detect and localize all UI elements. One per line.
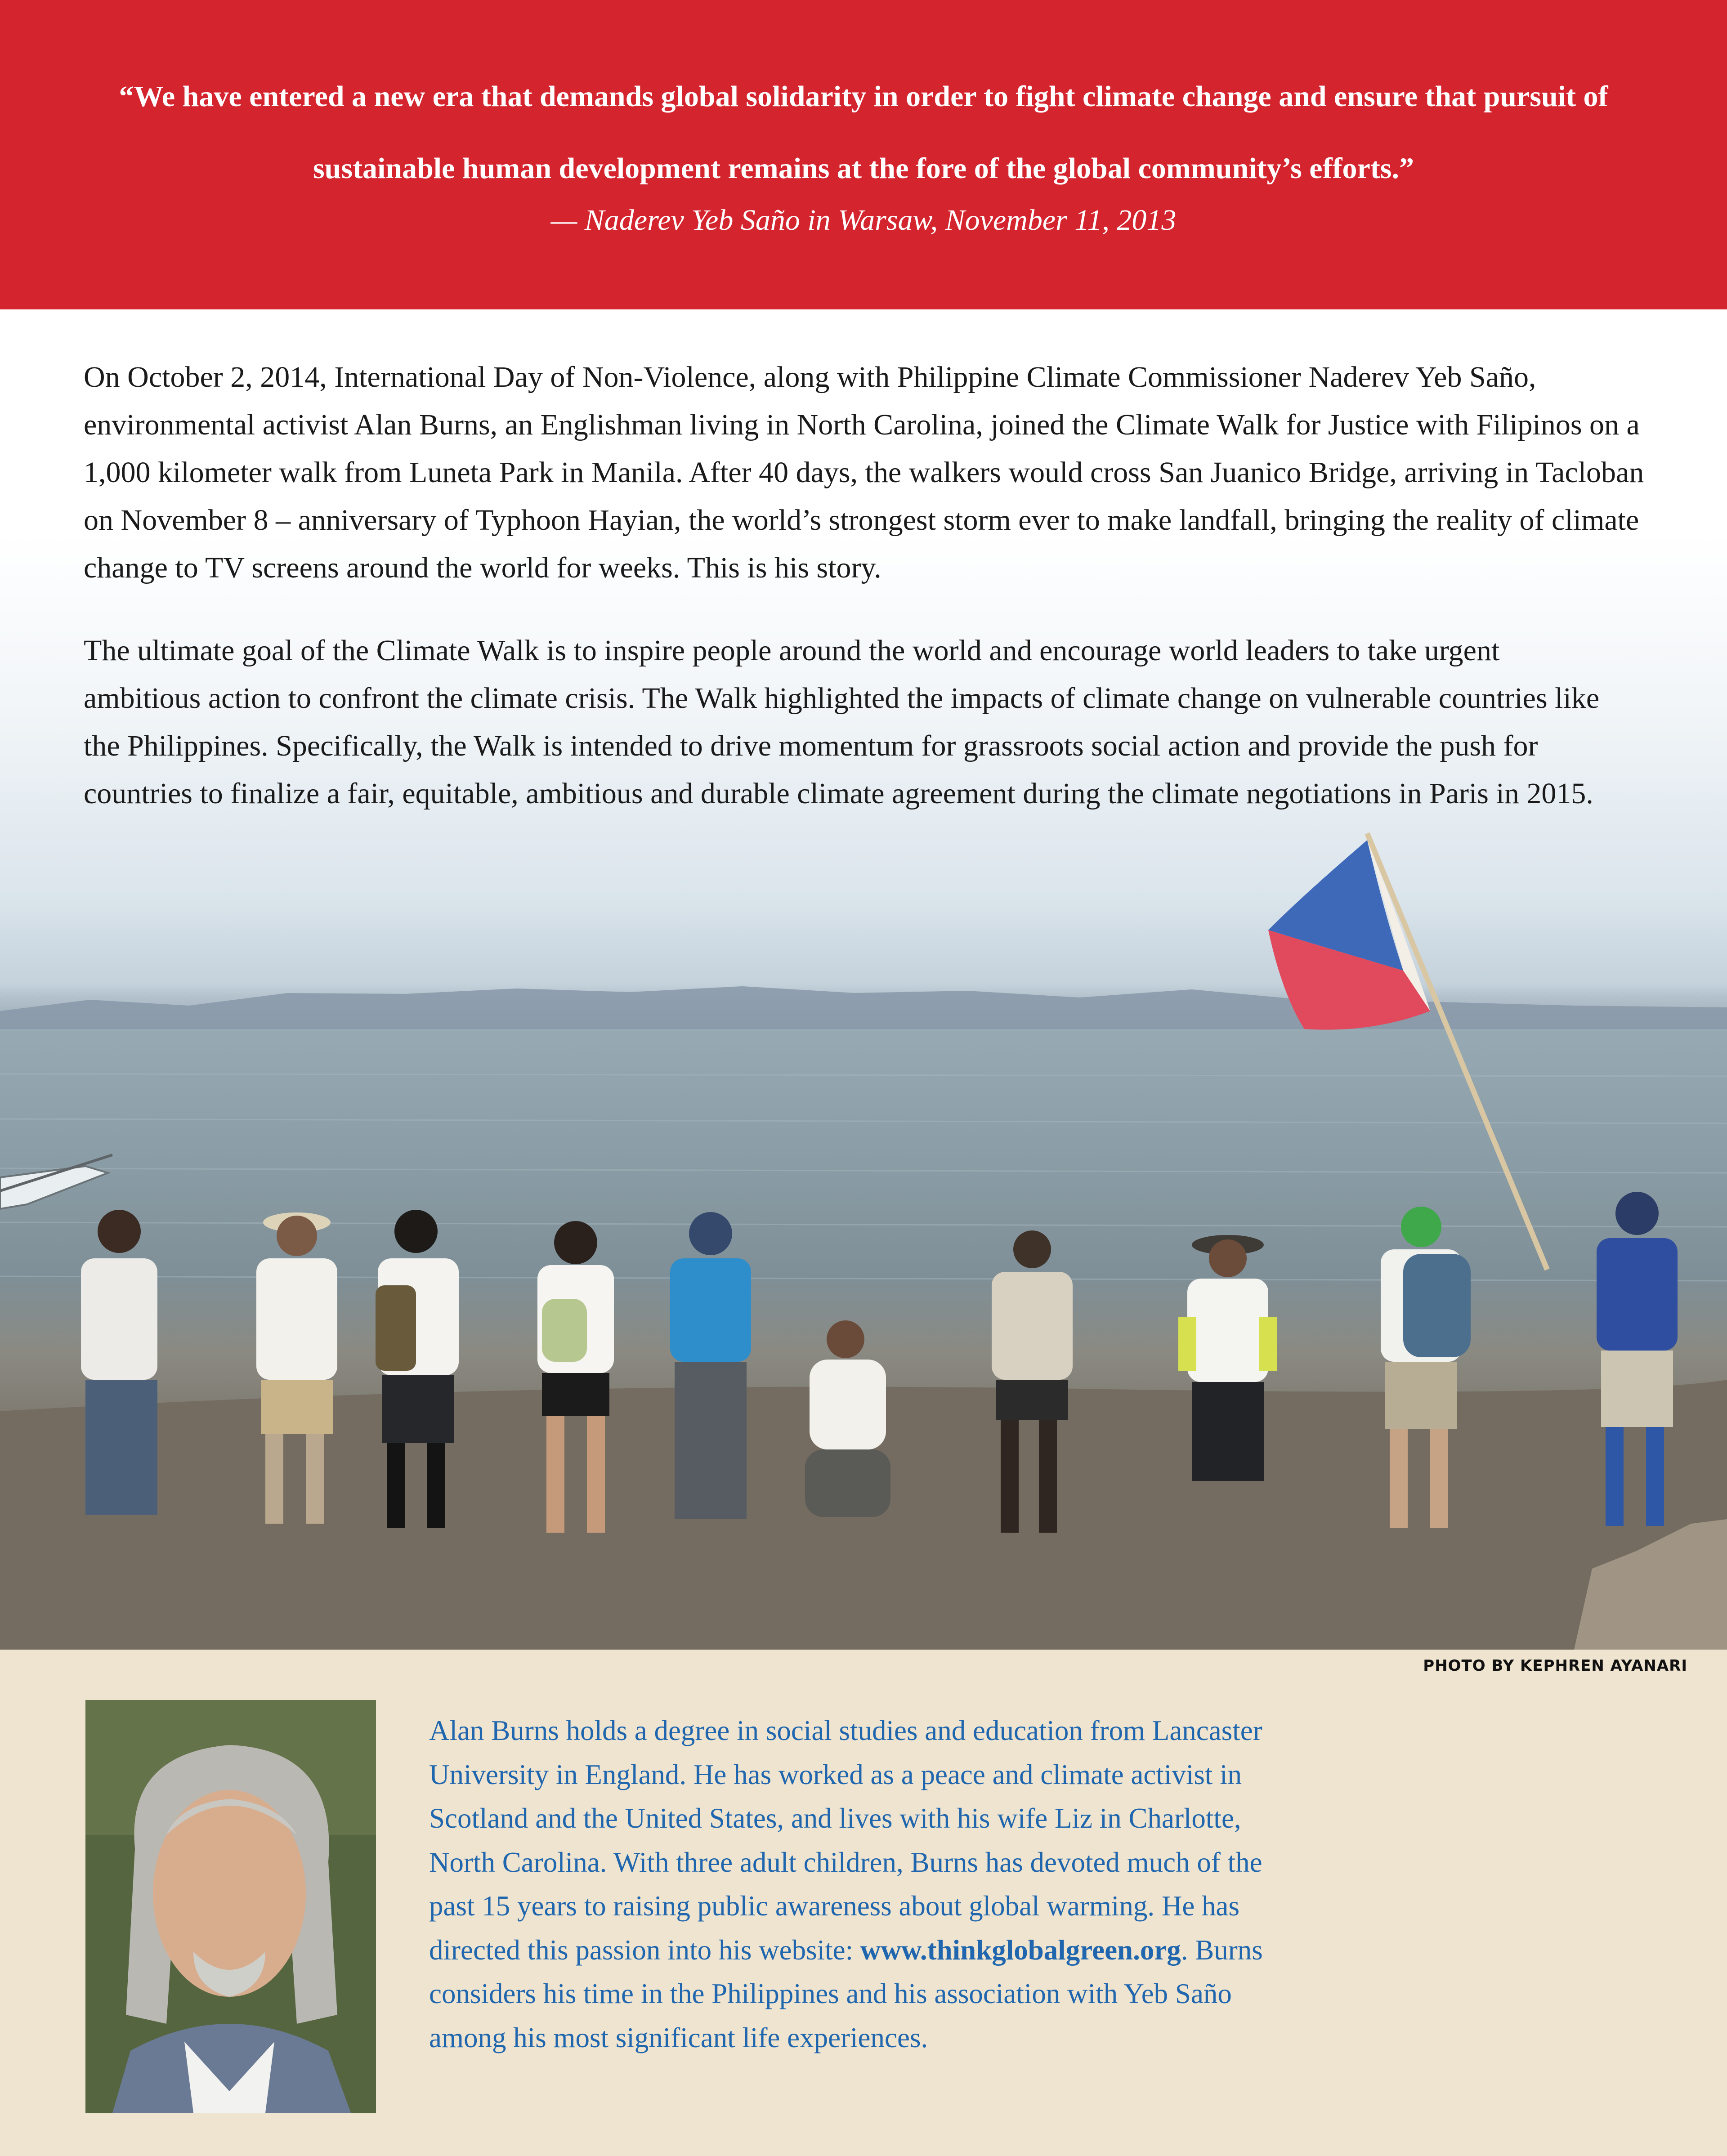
pull-quote: “We have entered a new era that demands global solidarity in order to fight climate change and ensure that pursuit of sustainable human development remains at the fore of the global community’s efforts.” <box>119 80 1608 185</box>
outrigger-boat <box>0 1155 112 1209</box>
philippine-flag <box>1268 833 1547 1270</box>
article-body <box>84 353 1658 853</box>
goal-paragraph: The ultimate goal of the Climate Walk is to inspire people around the world and encourage world leaders to take urgent ambitious action to confront the climate crisis. The Walk highlighted the impacts of climate change on vulnerable countries like the Philippines. Specifically, the Walk is intended to drive momentum for grassroots social action and provide the push for countries to finalize a fair, equitable, ambitious and durable climate agreement during the climate negotiations in Paris in 2015. <box>84 634 1600 810</box>
walker <box>670 1212 751 1519</box>
author-portrait <box>85 1700 376 2113</box>
walker <box>805 1320 890 1517</box>
author-bio <box>429 1709 1297 2060</box>
sea-ripples <box>0 1074 1727 1281</box>
quote-banner <box>0 0 1727 309</box>
mountains <box>0 986 1727 1029</box>
website-link[interactable]: www.thinkglobalgreen.org <box>860 1934 1181 1966</box>
bio-text-intro: Alan Burns holds a degree in social studies and education from Lancaster University in England. He has worked as a peace and climate activist in Scotland and the United States, and lives with his wife Liz in Charlotte, North Carolina. With three adult children, Burns has devoted much of the past 15 years to raising public awareness about global warming. He has directed this passion into his website: <box>429 1715 1262 1966</box>
photo-credit: PHOTO BY KEPHREN AYANARI <box>1423 1657 1687 1675</box>
quote-attribution: — Naderev Yeb Saño in Warsaw, November 11, 2013 <box>550 204 1177 237</box>
walker <box>81 1210 157 1515</box>
walker <box>1178 1235 1277 1481</box>
beach-photo <box>0 309 1727 1650</box>
intro-paragraph: On October 2, 2014, International Day of Non-Violence, along with Philippine Climate Commissioner Naderev Yeb Saño, environmental activist Alan Burns, an Englishman living in North Carolina, joined the Climate Walk for Justice with Filipinos on a 1,000 kilometer walk from Luneta Park in Manila. After 40 days, the walkers would cross San Juanico Bridge, arriving in Tacloban on November 8 – anniversary of Typhoon Hayian, the world’s strongest storm ever to make landfall, bringing the reality of climate change to TV screens around the world for weeks. This is his story. <box>84 361 1644 584</box>
walkers <box>81 1192 1678 1533</box>
bio-text-closing: . Burns considers his time in the Philippines and his association with Yeb Saño among his most significant life experiences. <box>429 1934 1263 2053</box>
portrait-illustration <box>85 1700 376 2113</box>
